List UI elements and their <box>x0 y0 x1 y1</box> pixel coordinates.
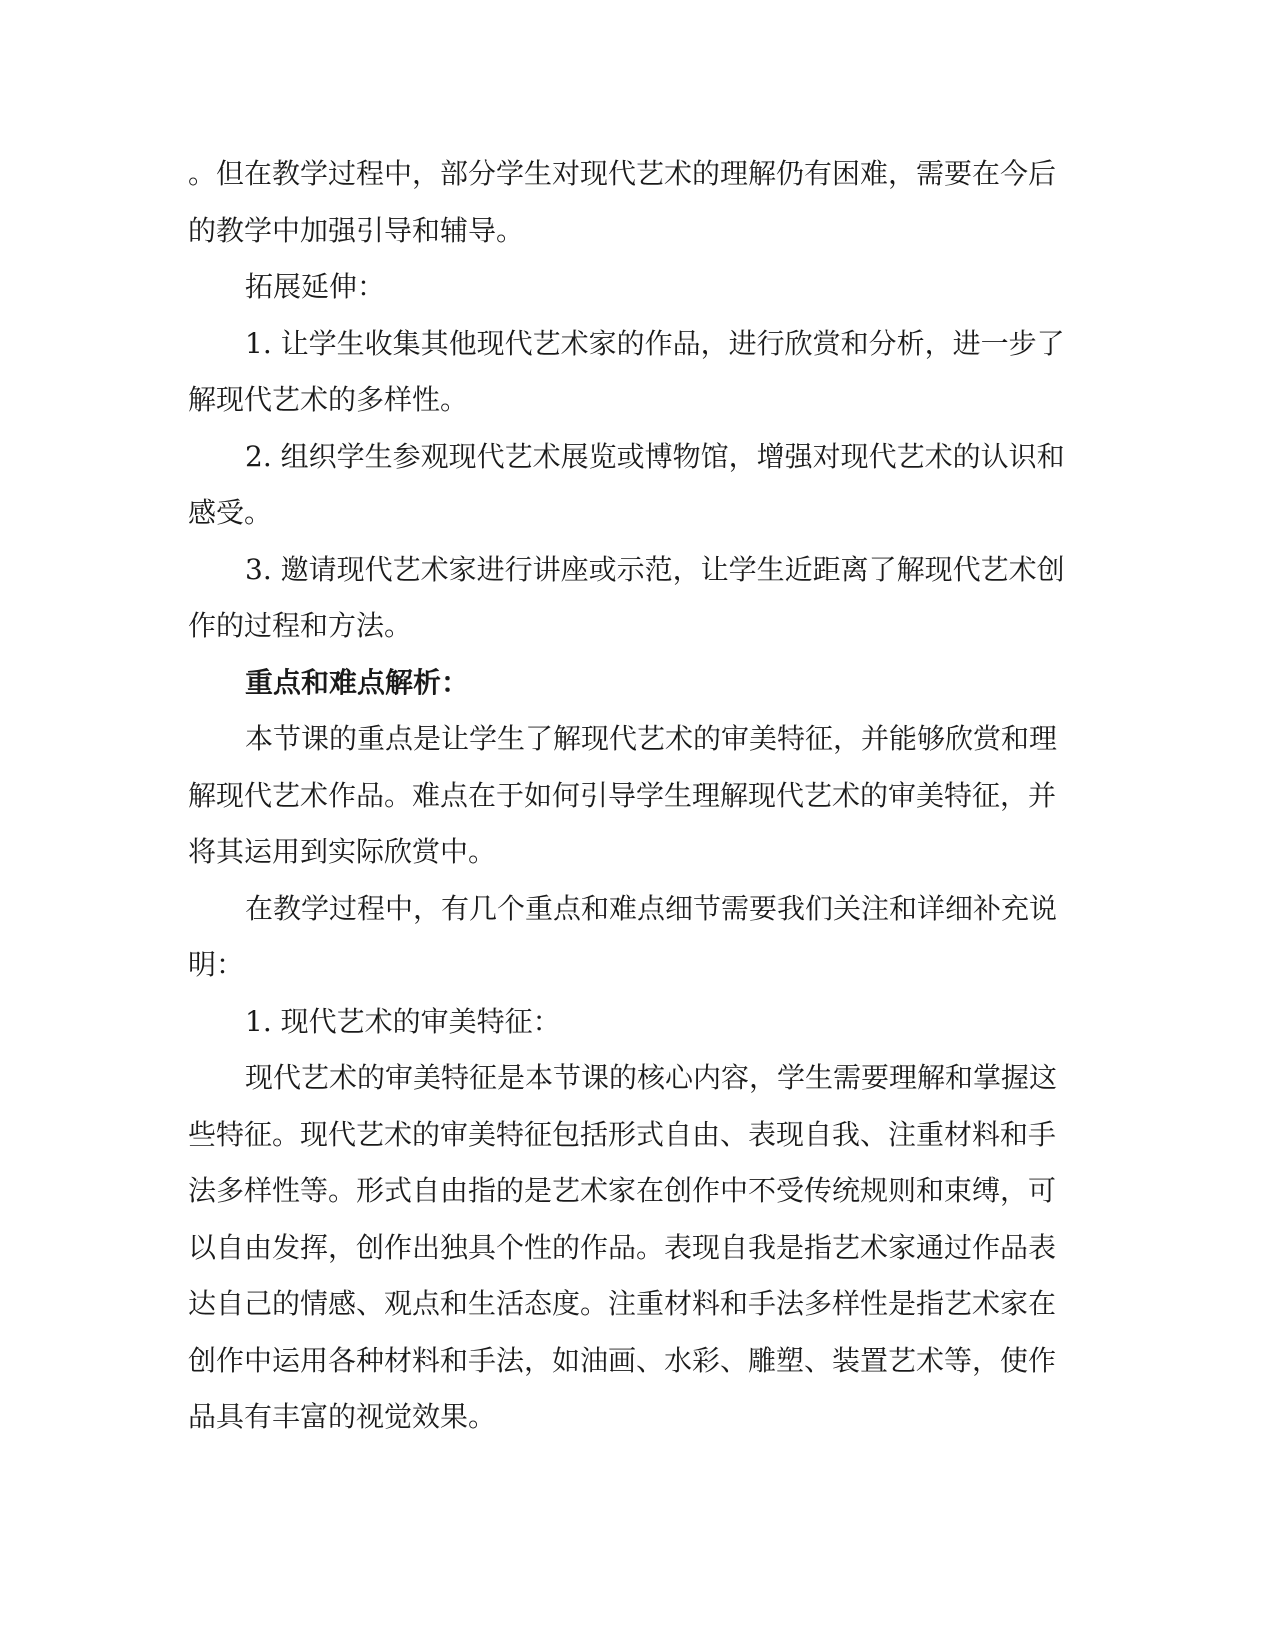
paragraph-details-intro: 在教学过程中，有几个重点和难点细节需要我们关注和详细补充说明： <box>188 891 1058 981</box>
document-body <box>188 146 1083 1446</box>
list-item-extension-1: 1. 让学生收集其他现代艺术家的作品，进行欣赏和分析，进一步了解现代艺术的多样性。 <box>188 326 1065 416</box>
paragraph-summary-continuation: 。但在教学过程中，部分学生对现代艺术的理解仍有困难，需要在今后的教学中加强引导和辅导。 <box>188 157 1057 247</box>
paragraph-key-points-summary: 本节课的重点是让学生了解现代艺术的审美特征，并能够欣赏和理解现代艺术作品。难点在于如何引导学生理解现代艺术的审美特征，并将其运用到实际欣赏中。 <box>188 722 1058 868</box>
heading-key-points: 重点和难点解析： <box>245 665 470 699</box>
list-item-extension-2: 2. 组织学生参观现代艺术展览或博物馆，增强对现代艺术的认识和感受。 <box>188 439 1065 529</box>
paragraph-aesthetic-features: 现代艺术的审美特征是本节课的核心内容，学生需要理解和掌握这些特征。现代艺术的审美特征包括形式自由、表现自我、注重材料和手法多样性等。形式自由指的是艺术家在创作中不受传统规则和束缚，可以自由发挥，创作出独具个性的作品。表现自我是指艺术家通过作品表达自己的情感、观点和生活态度。注重材料和手法多样性是指艺术家在创作中运用各种材料和手法，如油画、水彩、雕塑、装置艺术等，使作品具有丰富的视觉效果。 <box>188 1061 1058 1433</box>
heading-extension: 拓展延伸： <box>245 270 386 303</box>
list-item-extension-3: 3. 邀请现代艺术家进行讲座或示范，让学生近距离了解现代艺术创作的过程和方法。 <box>188 552 1065 642</box>
subheading-aesthetic-features: 1. 现代艺术的审美特征： <box>245 1004 561 1038</box>
